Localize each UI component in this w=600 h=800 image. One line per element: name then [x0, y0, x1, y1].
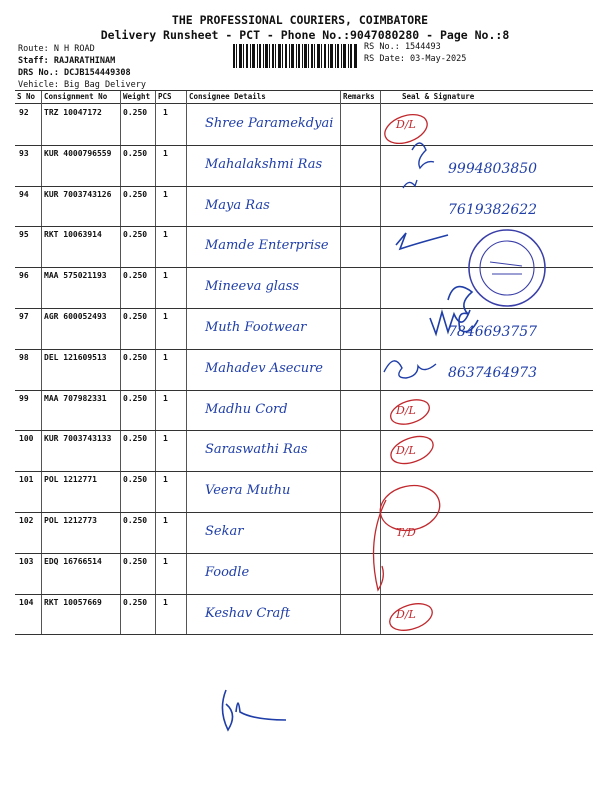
col-header-remarks: Remarks — [343, 92, 375, 101]
row-sno: 95 — [19, 230, 29, 240]
row-pcs: 1 — [163, 312, 168, 321]
row-sno: 94 — [19, 189, 29, 199]
row-divider — [15, 390, 593, 391]
row-seal: D/L — [396, 118, 416, 131]
row-divider — [15, 349, 593, 350]
row-divider — [15, 553, 593, 554]
row-pcs: 1 — [163, 189, 168, 199]
row-sno: 101 — [19, 475, 34, 485]
row-divider — [15, 512, 593, 513]
staff-label: Staff: RAJARATHINAM — [18, 56, 116, 66]
rs-date: RS Date: 03-May-2025 — [364, 54, 467, 64]
row-divider — [15, 634, 593, 635]
table-top-rule — [15, 90, 593, 91]
row-consignment: EDQ 16766514 — [44, 556, 102, 566]
col-header-weight: Weight — [123, 92, 151, 101]
row-weight: 0.250 — [123, 516, 148, 525]
drs-label: DRS No.: DCJB154449308 — [18, 68, 131, 78]
row-sno: 97 — [19, 312, 29, 321]
col-header-pcs: PCS — [158, 92, 172, 101]
row-consignee: Sekar — [205, 524, 244, 539]
row-pcs: 1 — [163, 475, 168, 485]
row-consignee: Maya Ras — [205, 197, 270, 213]
row-consignment: DEL 121609513 — [44, 352, 107, 362]
bottom-signature-icon — [222, 690, 286, 730]
col-header-consignee: Consignee Details — [189, 92, 266, 101]
row-pcs: 1 — [163, 271, 168, 281]
row-weight: 0.250 — [123, 556, 148, 566]
row-consignment: KUR 4000796559 — [44, 148, 112, 158]
row-sno: 103 — [19, 556, 34, 566]
row-consignee: Mamde Enterprise — [205, 238, 329, 254]
row-consignee: Mahalakshmi Ras — [205, 156, 323, 172]
row-consignment: MAA 707982331 — [44, 393, 107, 403]
row-weight: 0.250 — [123, 271, 148, 281]
row-weight: 0.250 — [123, 312, 148, 321]
row-weight: 0.250 — [123, 230, 148, 240]
row-weight: 0.250 — [123, 434, 148, 444]
runsheet-subtitle: Delivery Runsheet - PCT - Phone No.:9047080280 - Page No.:8 — [100, 28, 510, 42]
row-divider — [15, 226, 593, 227]
rs-number: RS No.: 1544493 — [364, 42, 441, 52]
row-consignment: POL 1212771 — [44, 475, 97, 485]
row-consignee: Mineeva glass — [205, 279, 300, 295]
row-pcs: 1 — [163, 393, 168, 403]
row-seal: 7619382622 — [448, 201, 538, 218]
row-sno: 96 — [19, 271, 29, 281]
barcode-icon — [233, 44, 357, 68]
row-consignment: TRZ 10047172 — [44, 108, 102, 117]
row-pcs: 1 — [163, 352, 168, 362]
row-pcs: 1 — [163, 434, 168, 444]
row-pcs: 1 — [163, 108, 168, 117]
row-seal: 9994803850 — [448, 160, 538, 177]
row-sno: 98 — [19, 352, 29, 362]
row-pcs: 1 — [163, 516, 168, 525]
row-seal: D/L — [396, 403, 416, 417]
row-weight: 0.250 — [123, 148, 148, 158]
row-weight: 0.250 — [123, 189, 148, 199]
row-consignment: MAA 575021193 — [44, 271, 107, 281]
row-divider — [15, 145, 593, 146]
col-header-consignment: Consignment No — [44, 92, 108, 101]
col-header-seal: Seal & Signature — [402, 92, 475, 101]
row-pcs: 1 — [163, 597, 168, 607]
row-sno: 92 — [19, 108, 29, 117]
row-weight: 0.250 — [123, 108, 148, 117]
col-header-sno: S No — [17, 92, 36, 101]
row-consignee: Keshav Craft — [205, 605, 291, 621]
row-weight: 0.250 — [123, 352, 148, 362]
row-consignment: RKT 10057669 — [44, 597, 102, 607]
row-divider — [15, 267, 593, 268]
row-seal: T/D — [396, 526, 416, 539]
row-seal: 8637464973 — [448, 364, 538, 381]
row-weight: 0.250 — [123, 597, 148, 607]
row-pcs: 1 — [163, 148, 168, 158]
route-label: Route: N H ROAD — [18, 44, 95, 54]
row-divider — [15, 430, 593, 431]
row-seal: D/L — [396, 444, 416, 458]
row-pcs: 1 — [163, 230, 168, 240]
row-seal: D/L — [396, 607, 416, 621]
row-seal: 7846693757 — [448, 324, 538, 340]
row-divider — [15, 594, 593, 595]
row-consignment: KUR 7003743126 — [44, 189, 112, 199]
row-consignee: Madhu Cord — [205, 401, 288, 417]
row-divider — [15, 471, 593, 472]
row-consignee: Mahadev Asecure — [205, 360, 323, 376]
row-sno: 99 — [19, 393, 29, 403]
row-sno: 104 — [19, 597, 34, 607]
row-consignee: Veera Muthu — [205, 483, 291, 499]
row-divider — [15, 186, 593, 187]
row-consignee: Shree Paramekdyai — [205, 116, 334, 131]
row-consignment: RKT 10063914 — [44, 230, 102, 240]
row-weight: 0.250 — [123, 475, 148, 485]
row-divider — [15, 308, 593, 309]
row-sno: 102 — [19, 516, 34, 525]
row-consignee: Muth Footwear — [205, 320, 307, 335]
row-sno: 93 — [19, 148, 29, 158]
row-consignee: Saraswathi Ras — [205, 442, 308, 458]
table-header-rule — [15, 103, 593, 104]
row-pcs: 1 — [163, 556, 168, 566]
row-consignment: AGR 600052493 — [44, 312, 107, 321]
company-title: THE PROFESSIONAL COURIERS, COIMBATORE — [171, 13, 429, 27]
row-consignee: Foodle — [205, 564, 250, 580]
row-weight: 0.250 — [123, 393, 148, 403]
row-consignment: KUR 7003743133 — [44, 434, 112, 444]
row-consignment: POL 1212773 — [44, 516, 97, 525]
row-sno: 100 — [19, 434, 34, 444]
vehicle-label: Vehicle: Big Bag Delivery — [18, 80, 146, 90]
